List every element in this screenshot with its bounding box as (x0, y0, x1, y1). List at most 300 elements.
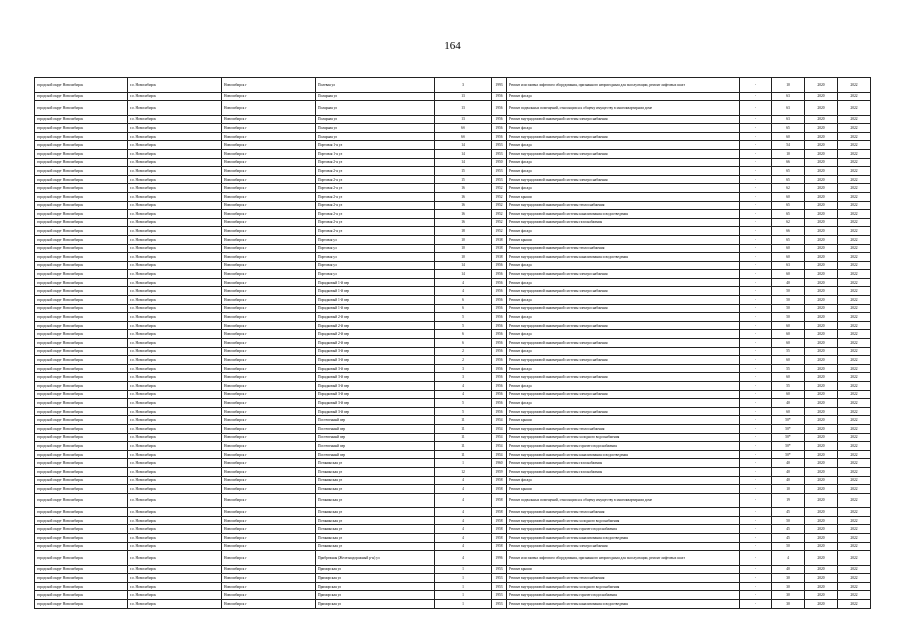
start-year-cell: 2020 (805, 287, 838, 296)
work-type-cell: Ремонт крыши (507, 485, 740, 494)
municipality-cell: г.о. Новосибирск (128, 115, 222, 124)
start-year-cell: 2020 (805, 115, 838, 124)
district-cell: городской округ Новосибирск (35, 278, 128, 287)
district-cell: городской округ Новосибирск (35, 330, 128, 339)
locality-cell: Новосибирск г (222, 261, 316, 270)
street-cell: Порядковый 3-й пер (316, 347, 435, 356)
house-number-cell: 11 (435, 433, 492, 442)
work-type-cell: Ремонт фасада (507, 382, 740, 391)
street-cell: Портовая 1-я ул (316, 149, 435, 158)
wear-percent-cell: 10 (772, 485, 805, 494)
cost-cell: - (740, 525, 772, 534)
district-cell: городской округ Новосибирск (35, 493, 128, 508)
table-row (35, 442, 871, 451)
house-number-cell: 6б (435, 124, 492, 133)
house-number-cell: 4 (435, 476, 492, 485)
end-year-cell: 2022 (838, 551, 871, 566)
house-number-cell: 4 (435, 485, 492, 494)
end-year-cell: 2022 (838, 167, 871, 176)
end-year-cell: 2022 (838, 175, 871, 184)
cost-cell: - (740, 565, 772, 574)
cost-cell: - (740, 149, 772, 158)
wear-percent-cell: 30 (772, 600, 805, 609)
house-number-cell: 2 (435, 356, 492, 365)
locality-cell: Новосибирск г (222, 356, 316, 365)
table-row (35, 416, 871, 425)
house-number-cell: 14 (435, 158, 492, 167)
work-type-cell: Ремонт фасада (507, 167, 740, 176)
start-year-cell: 2020 (805, 210, 838, 219)
table-row (35, 591, 871, 600)
house-number-cell: 1 (435, 582, 492, 591)
table-row (35, 476, 871, 485)
locality-cell: Новосибирск г (222, 442, 316, 451)
build-year-cell: 1956 (492, 330, 507, 339)
locality-cell: Новосибирск г (222, 534, 316, 543)
start-year-cell: 2020 (805, 591, 838, 600)
build-year-cell: 1952 (492, 218, 507, 227)
cost-cell: - (740, 210, 772, 219)
start-year-cell: 2020 (805, 534, 838, 543)
work-type-cell: Ремонт или замена лифтового оборудования, признанного непригодным для эксплуатации, ремонт лифтовых шахт (507, 78, 740, 93)
end-year-cell: 2022 (838, 92, 871, 101)
municipality-cell: г.о. Новосибирск (128, 373, 222, 382)
locality-cell: Новосибирск г (222, 390, 316, 399)
end-year-cell: 2022 (838, 244, 871, 253)
street-cell: Портовая 2-я ул (316, 184, 435, 193)
work-type-cell: Ремонт фасада (507, 296, 740, 305)
build-year-cell: 1953 (492, 149, 507, 158)
municipality-cell: г.о. Новосибирск (128, 493, 222, 508)
wear-percent-cell: 60 (772, 373, 805, 382)
street-cell: Порядковый 2-й пер (316, 330, 435, 339)
start-year-cell: 2020 (805, 467, 838, 476)
work-type-cell: Ремонт внутридомовой инженерной системы электроснабжения (507, 287, 740, 296)
street-cell: Порядковый 3-й пер (316, 356, 435, 365)
start-year-cell: 2020 (805, 124, 838, 133)
street-cell: Портовая 2-я ул (316, 192, 435, 201)
table-row (35, 287, 871, 296)
work-type-cell: Ремонт фасада (507, 92, 740, 101)
street-cell: Порядковый 3-й пер (316, 382, 435, 391)
start-year-cell: 2020 (805, 373, 838, 382)
table-row (35, 278, 871, 287)
table-row (35, 321, 871, 330)
wear-percent-cell: 63 (772, 92, 805, 101)
district-cell: городской округ Новосибирск (35, 115, 128, 124)
table-row (35, 382, 871, 391)
start-year-cell: 2020 (805, 442, 838, 451)
cost-cell: - (740, 516, 772, 525)
locality-cell: Новосибирск г (222, 424, 316, 433)
house-number-cell: 10 (435, 235, 492, 244)
table-row (35, 253, 871, 262)
district-cell: городской округ Новосибирск (35, 476, 128, 485)
municipality-cell: г.о. Новосибирск (128, 525, 222, 534)
wear-percent-cell: 30 (772, 591, 805, 600)
cost-cell: - (740, 459, 772, 468)
house-number-cell: 11 (435, 416, 492, 425)
build-year-cell: 1952 (492, 184, 507, 193)
work-type-cell: Ремонт фасада (507, 184, 740, 193)
cost-cell: - (740, 582, 772, 591)
table-row (35, 304, 871, 313)
municipality-cell: г.о. Новосибирск (128, 450, 222, 459)
street-cell: Постепенный пер (316, 442, 435, 451)
cost-cell: - (740, 399, 772, 408)
wear-percent-cell: 55 (772, 382, 805, 391)
locality-cell: Новосибирск г (222, 364, 316, 373)
district-cell: городской округ Новосибирск (35, 78, 128, 93)
street-cell: Портовая 2-я ул (316, 201, 435, 210)
wear-percent-cell: 50 (772, 516, 805, 525)
wear-percent-cell: 66 (772, 227, 805, 236)
start-year-cell: 2020 (805, 192, 838, 201)
district-cell: городской округ Новосибирск (35, 167, 128, 176)
locality-cell: Новосибирск г (222, 296, 316, 305)
work-type-cell: Ремонт фасада (507, 124, 740, 133)
work-type-cell: Ремонт внутридомовой инженерной системы электроснабжения (507, 304, 740, 313)
wear-percent-cell: 60 (772, 244, 805, 253)
cost-cell: - (740, 287, 772, 296)
cost-cell: - (740, 373, 772, 382)
house-number-cell: 1 (435, 600, 492, 609)
house-number-cell: 18 (435, 227, 492, 236)
municipality-cell: г.о. Новосибирск (128, 339, 222, 348)
work-type-cell: Ремонт подвальных помещений, относящихся к общему имуществу в многоквартирном доме (507, 493, 740, 508)
locality-cell: Новосибирск г (222, 304, 316, 313)
start-year-cell: 2020 (805, 516, 838, 525)
wear-percent-cell: 50* (772, 416, 805, 425)
work-type-cell: Ремонт внутридомовой инженерной системы канализования и водоотведения (507, 600, 740, 609)
municipality-cell: г.о. Новосибирск (128, 313, 222, 322)
table-row (35, 132, 871, 141)
build-year-cell: 1954 (492, 416, 507, 425)
locality-cell: Новосибирск г (222, 149, 316, 158)
municipality-cell: г.о. Новосибирск (128, 442, 222, 451)
district-cell: городской округ Новосибирск (35, 192, 128, 201)
municipality-cell: г.о. Новосибирск (128, 101, 222, 116)
house-number-cell: 3 (435, 373, 492, 382)
work-type-cell: Ремонт крыши (507, 416, 740, 425)
municipality-cell: г.о. Новосибирск (128, 304, 222, 313)
house-number-cell: 14 (435, 149, 492, 158)
district-cell: городской округ Новосибирск (35, 382, 128, 391)
start-year-cell: 2020 (805, 175, 838, 184)
work-type-cell: Ремонт внутридомовой инженерной системы электроснабжения (507, 149, 740, 158)
municipality-cell: г.о. Новосибирск (128, 201, 222, 210)
house-number-cell: 15 (435, 167, 492, 176)
work-type-cell: Ремонт внутридомовой инженерной системы холодного водоснабжения (507, 433, 740, 442)
work-type-cell: Ремонт внутридомовой инженерной системы горячего водоснабжения (507, 591, 740, 600)
start-year-cell: 2020 (805, 565, 838, 574)
build-year-cell: 1956 (492, 364, 507, 373)
house-number-cell: 16 (435, 210, 492, 219)
build-year-cell: 1958 (492, 476, 507, 485)
start-year-cell: 2020 (805, 433, 838, 442)
cost-cell: - (740, 551, 772, 566)
municipality-cell: г.о. Новосибирск (128, 600, 222, 609)
build-year-cell: 1954 (492, 450, 507, 459)
street-cell: Порядковый 2-й пер (316, 313, 435, 322)
build-year-cell: 1953 (492, 591, 507, 600)
cost-cell: - (740, 304, 772, 313)
build-year-cell: 1958 (492, 525, 507, 534)
street-cell: Потанинская ул (316, 459, 435, 468)
district-cell: городской округ Новосибирск (35, 600, 128, 609)
locality-cell: Новосибирск г (222, 235, 316, 244)
district-cell: городской округ Новосибирск (35, 347, 128, 356)
table-row (35, 101, 871, 116)
start-year-cell: 2020 (805, 339, 838, 348)
build-year-cell: 1956 (492, 356, 507, 365)
district-cell: городской округ Новосибирск (35, 390, 128, 399)
locality-cell: Новосибирск г (222, 101, 316, 116)
wear-percent-cell: 60 (772, 339, 805, 348)
table-row (35, 565, 871, 574)
start-year-cell: 2020 (805, 582, 838, 591)
house-number-cell: 11 (435, 424, 492, 433)
wear-percent-cell: 50* (772, 424, 805, 433)
work-type-cell: Ремонт фасада (507, 476, 740, 485)
district-cell: городской округ Новосибирск (35, 407, 128, 416)
work-type-cell: Ремонт фасада (507, 347, 740, 356)
end-year-cell: 2022 (838, 278, 871, 287)
end-year-cell: 2022 (838, 508, 871, 517)
end-year-cell: 2022 (838, 485, 871, 494)
house-number-cell: 16 (435, 201, 492, 210)
end-year-cell: 2022 (838, 525, 871, 534)
district-cell: городской округ Новосибирск (35, 459, 128, 468)
house-number-cell: 11 (435, 450, 492, 459)
wear-percent-cell: 60 (772, 132, 805, 141)
wear-percent-cell: 65 (772, 175, 805, 184)
municipality-cell: г.о. Новосибирск (128, 476, 222, 485)
district-cell: городской округ Новосибирск (35, 313, 128, 322)
start-year-cell: 2020 (805, 158, 838, 167)
wear-percent-cell: 62 (772, 184, 805, 193)
table-row (35, 551, 871, 566)
locality-cell: Новосибирск г (222, 542, 316, 551)
municipality-cell: г.о. Новосибирск (128, 551, 222, 566)
locality-cell: Новосибирск г (222, 450, 316, 459)
start-year-cell: 2020 (805, 141, 838, 150)
district-cell: городской округ Новосибирск (35, 158, 128, 167)
start-year-cell: 2020 (805, 542, 838, 551)
start-year-cell: 2020 (805, 304, 838, 313)
table-row (35, 184, 871, 193)
end-year-cell: 2022 (838, 600, 871, 609)
work-type-cell: Ремонт внутридомовой инженерной системы электроснабжения (507, 407, 740, 416)
house-number-cell: 12 (435, 467, 492, 476)
street-cell: Потанинская ул (316, 508, 435, 517)
wear-percent-cell: 4 (772, 551, 805, 566)
wear-percent-cell: 30 (772, 574, 805, 583)
street-cell: Порядковый 3-й пер (316, 390, 435, 399)
locality-cell: Новосибирск г (222, 582, 316, 591)
end-year-cell: 2022 (838, 542, 871, 551)
build-year-cell: 1993 (492, 78, 507, 93)
table-row (35, 313, 871, 322)
table-row (35, 149, 871, 158)
work-type-cell: Ремонт фасада (507, 399, 740, 408)
cost-cell: - (740, 508, 772, 517)
street-cell: Прибрежная (Железнодорожный р-н) ул (316, 551, 435, 566)
cost-cell: - (740, 124, 772, 133)
end-year-cell: 2022 (838, 467, 871, 476)
locality-cell: Новосибирск г (222, 347, 316, 356)
work-type-cell: Ремонт фасада (507, 227, 740, 236)
locality-cell: Новосибирск г (222, 407, 316, 416)
house-number-cell: 4 (435, 278, 492, 287)
work-type-cell: Ремонт внутридомовой инженерной системы электроснабжения (507, 542, 740, 551)
locality-cell: Новосибирск г (222, 313, 316, 322)
house-number-cell: 4 (435, 382, 492, 391)
capital-repair-table (34, 77, 871, 609)
municipality-cell: г.о. Новосибирск (128, 141, 222, 150)
house-number-cell: 1 (435, 565, 492, 574)
wear-percent-cell: 65 (772, 201, 805, 210)
build-year-cell: 1954 (492, 442, 507, 451)
locality-cell: Новосибирск г (222, 167, 316, 176)
end-year-cell: 2022 (838, 565, 871, 574)
start-year-cell: 2020 (805, 227, 838, 236)
build-year-cell: 1956 (492, 101, 507, 116)
house-number-cell: 14 (435, 261, 492, 270)
locality-cell: Новосибирск г (222, 416, 316, 425)
street-cell: Порядковый 1-й пер (316, 278, 435, 287)
street-cell: Потанинская ул (316, 516, 435, 525)
work-type-cell: Ремонт внутридомовой инженерной системы горячего водоснабжения (507, 525, 740, 534)
build-year-cell: 1956 (492, 407, 507, 416)
end-year-cell: 2022 (838, 516, 871, 525)
end-year-cell: 2022 (838, 210, 871, 219)
wear-percent-cell: 45 (772, 508, 805, 517)
table-row (35, 270, 871, 279)
work-type-cell: Ремонт фасада (507, 313, 740, 322)
cost-cell: - (740, 184, 772, 193)
end-year-cell: 2022 (838, 433, 871, 442)
district-cell: городской округ Новосибирск (35, 141, 128, 150)
table-row (35, 167, 871, 176)
end-year-cell: 2022 (838, 261, 871, 270)
district-cell: городской округ Новосибирск (35, 261, 128, 270)
municipality-cell: г.о. Новосибирск (128, 382, 222, 391)
district-cell: городской округ Новосибирск (35, 534, 128, 543)
start-year-cell: 2020 (805, 574, 838, 583)
district-cell: городской округ Новосибирск (35, 516, 128, 525)
end-year-cell: 2022 (838, 356, 871, 365)
district-cell: городской округ Новосибирск (35, 565, 128, 574)
build-year-cell: 1956 (492, 115, 507, 124)
locality-cell: Новосибирск г (222, 227, 316, 236)
street-cell: Приморская ул (316, 565, 435, 574)
build-year-cell: 1954 (492, 424, 507, 433)
table-row (35, 339, 871, 348)
table-row (35, 92, 871, 101)
table-row (35, 141, 871, 150)
build-year-cell: 1938 (492, 253, 507, 262)
end-year-cell: 2022 (838, 574, 871, 583)
street-cell: Полярная ул (316, 132, 435, 141)
wear-percent-cell: 62 (772, 218, 805, 227)
build-year-cell: 1956 (492, 287, 507, 296)
table-row (35, 158, 871, 167)
cost-cell: - (740, 450, 772, 459)
cost-cell: - (740, 542, 772, 551)
house-number-cell: 4 (435, 516, 492, 525)
table-row (35, 201, 871, 210)
street-cell: Потанинская ул (316, 525, 435, 534)
house-number-cell: 4 (435, 390, 492, 399)
wear-percent-cell: 60 (772, 253, 805, 262)
street-cell: Портовая ул (316, 235, 435, 244)
house-number-cell: 14 (435, 270, 492, 279)
wear-percent-cell: 60 (772, 330, 805, 339)
start-year-cell: 2020 (805, 149, 838, 158)
locality-cell: Новосибирск г (222, 287, 316, 296)
work-type-cell: Ремонт внутридомовой инженерной системы холодного водоснабжения (507, 516, 740, 525)
municipality-cell: г.о. Новосибирск (128, 175, 222, 184)
cost-cell: - (740, 201, 772, 210)
municipality-cell: г.о. Новосибирск (128, 347, 222, 356)
municipality-cell: г.о. Новосибирск (128, 192, 222, 201)
wear-percent-cell: 55 (772, 347, 805, 356)
municipality-cell: г.о. Новосибирск (128, 508, 222, 517)
cost-cell: - (740, 467, 772, 476)
end-year-cell: 2022 (838, 591, 871, 600)
start-year-cell: 2020 (805, 459, 838, 468)
table-row (35, 330, 871, 339)
municipality-cell: г.о. Новосибирск (128, 416, 222, 425)
build-year-cell: 1950 (492, 158, 507, 167)
end-year-cell: 2022 (838, 339, 871, 348)
build-year-cell: 1956 (492, 278, 507, 287)
house-number-cell: 4 (435, 508, 492, 517)
start-year-cell: 2020 (805, 450, 838, 459)
build-year-cell: 1954 (492, 433, 507, 442)
end-year-cell: 2022 (838, 253, 871, 262)
cost-cell: - (740, 270, 772, 279)
municipality-cell: г.о. Новосибирск (128, 235, 222, 244)
locality-cell: Новосибирск г (222, 201, 316, 210)
end-year-cell: 2022 (838, 184, 871, 193)
street-cell: Портовая ул (316, 253, 435, 262)
house-number-cell: 4 (435, 542, 492, 551)
house-number-cell: 1 (435, 591, 492, 600)
district-cell: городской округ Новосибирск (35, 416, 128, 425)
table-row (35, 516, 871, 525)
wear-percent-cell: 50 (772, 313, 805, 322)
end-year-cell: 2022 (838, 296, 871, 305)
street-cell: Потанинская ул (316, 467, 435, 476)
street-cell: Приморская ул (316, 591, 435, 600)
build-year-cell: 1956 (492, 313, 507, 322)
wear-percent-cell: 10 (772, 149, 805, 158)
start-year-cell: 2020 (805, 364, 838, 373)
house-number-cell: 15 (435, 175, 492, 184)
wear-percent-cell: 60 (772, 407, 805, 416)
street-cell: Приморская ул (316, 574, 435, 583)
start-year-cell: 2020 (805, 235, 838, 244)
build-year-cell: 1952 (492, 227, 507, 236)
district-cell: городской округ Новосибирск (35, 270, 128, 279)
district-cell: городской округ Новосибирск (35, 574, 128, 583)
work-type-cell: Ремонт внутридомовой инженерной системы теплоснабжения (507, 508, 740, 517)
district-cell: городской округ Новосибирск (35, 101, 128, 116)
start-year-cell: 2020 (805, 278, 838, 287)
work-type-cell: Ремонт внутридомовой инженерной системы электроснабжения (507, 132, 740, 141)
